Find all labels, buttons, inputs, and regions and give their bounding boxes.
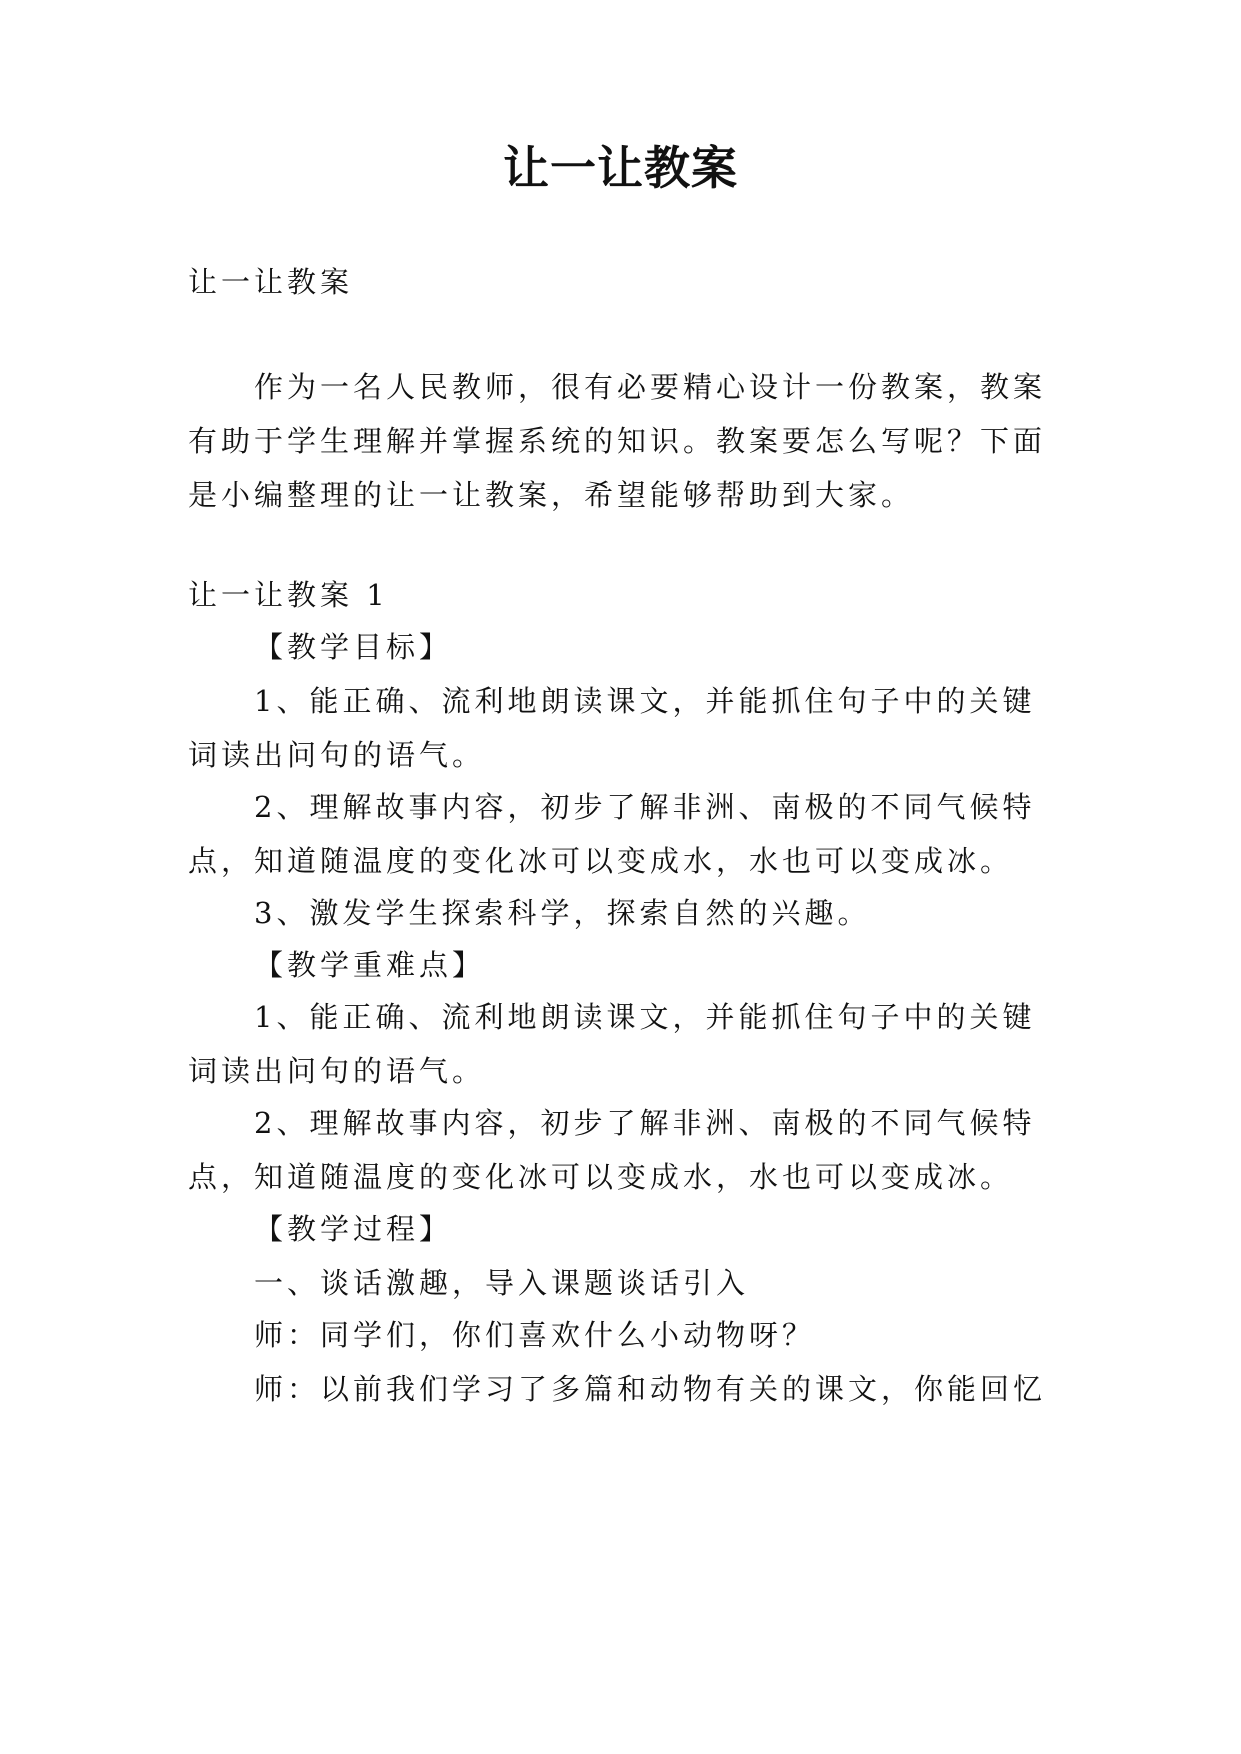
objective-line-1: 1、能正确、流利地朗读课文，并能抓住句子中的关键: [254, 684, 1036, 718]
process-line-1: 一、谈话激趣，导入课题谈话引入: [254, 1266, 750, 1300]
difficulty-line-1: 1、能正确、流利地朗读课文，并能抓住句子中的关键: [254, 1000, 1036, 1034]
section-heading: 让一让教案 1: [188, 578, 389, 612]
difficulty-line-2: 词读出问句的语气。: [188, 1054, 486, 1088]
intro-line-1: 作为一名人民教师，很有必要精心设计一份教案，教案: [254, 370, 1047, 404]
objective-line-4: 点，知道随温度的变化冰可以变成水，水也可以变成冰。: [188, 844, 1014, 878]
objective-line-2: 词读出问句的语气。: [188, 738, 486, 772]
difficulty-line-3: 2、理解故事内容，初步了解非洲、南极的不同气候特: [254, 1106, 1036, 1140]
objectives-heading: 【教学目标】: [254, 630, 453, 664]
difficulties-heading: 【教学重难点】: [254, 948, 486, 982]
process-line-3: 师：以前我们学习了多篇和动物有关的课文，你能回忆: [254, 1372, 1047, 1406]
document-subtitle: 让一让教案: [188, 265, 354, 299]
document-title: 让一让教案: [503, 141, 738, 195]
intro-line-3: 是小编整理的让一让教案，希望能够帮助到大家。: [188, 478, 915, 512]
intro-line-2: 有助于学生理解并掌握系统的知识。教案要怎么写呢？下面: [188, 424, 1047, 458]
objective-line-3: 2、理解故事内容，初步了解非洲、南极的不同气候特: [254, 790, 1036, 824]
process-line-2: 师：同学们，你们喜欢什么小动物呀？: [254, 1318, 816, 1352]
process-heading: 【教学过程】: [254, 1212, 453, 1246]
difficulty-line-4: 点，知道随温度的变化冰可以变成水，水也可以变成冰。: [188, 1160, 1014, 1194]
objective-line-5: 3、激发学生探索科学，探索自然的兴趣。: [254, 896, 871, 930]
